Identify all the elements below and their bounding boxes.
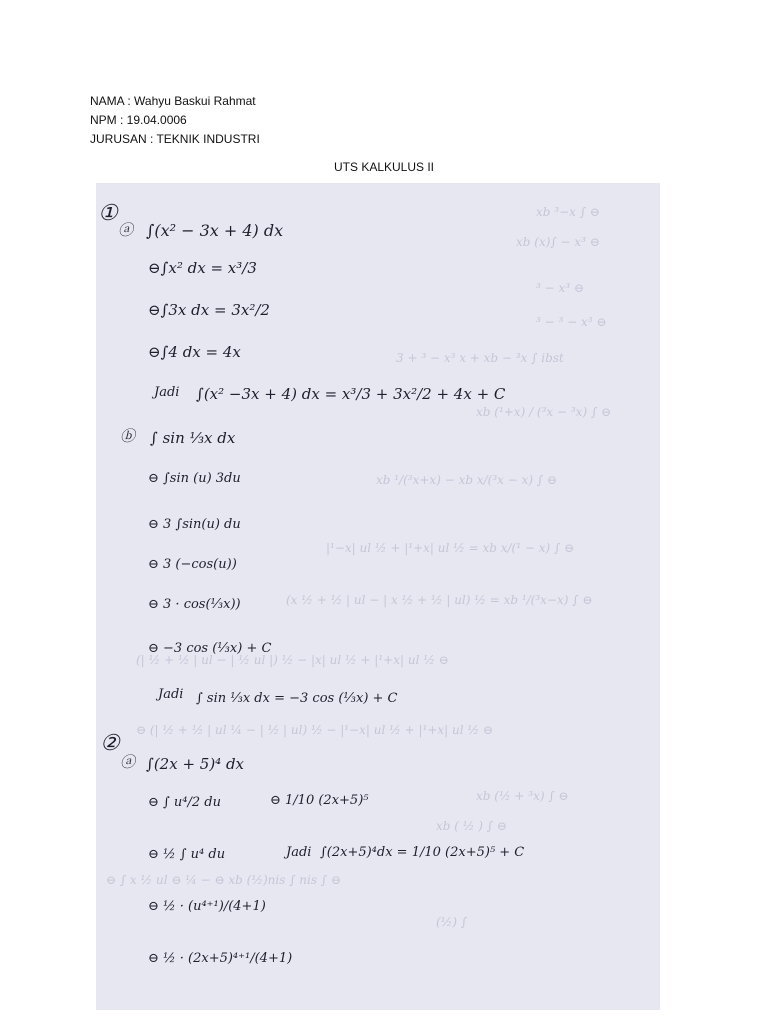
bleed-through-text: xb ³−x ∫ ⊖ [536, 205, 600, 219]
q2a-result-prefix: Jadi [286, 845, 312, 860]
question-2-label: ② [100, 731, 120, 756]
q1b-result: ∫ sin ⅓x dx = −3 cos (⅓x) + C [196, 691, 398, 706]
question-1-label: ① [98, 201, 118, 226]
document-title: UTS KALKULUS II [333, 160, 435, 174]
q2a-step-3: ⊖ ½ ∫ u⁴ du [148, 847, 226, 862]
bleed-through-text: xb ( ½ ) ∫ ⊖ [436, 819, 507, 833]
bleed-through-text: xb (¹+x) / (³x − ³x) ∫ ⊖ [476, 405, 612, 419]
q1b-result-prefix: Jadi [158, 687, 184, 702]
q1b-step-2: ⊖ 3 ∫sin(u) du [148, 517, 241, 532]
q1b-step-4: ⊖ 3 · cos(⅓x)) [148, 597, 241, 612]
q1a-problem: ∫(x² − 3x + 4) dx [146, 221, 284, 240]
q1a-result-prefix: Jadi [154, 385, 180, 400]
bleed-through-text: ⊖ (| ½ + ½ | ul ¼ − | ½ | ul) ½ − |¹−x| ul ½ + |¹+x| ul ½ ⊖ [136, 723, 493, 737]
bleed-through-text: ⊖ ∫ x ½ ul ⊖ ¼ − ⊖ xb (½)nis ∫ nis ∫ ⊖ [106, 873, 341, 887]
bleed-through-text: (| ½ + ½ | ul − | ½ ul |) ½ − |x| ul ½ + |¹+x| ul ½ ⊖ [136, 653, 449, 667]
q1b-step-5: ⊖ −3 cos (⅓x) + C [148, 641, 272, 656]
q1b-step-3: ⊖ 3 (−cos(u)) [148, 557, 237, 572]
student-department: JURUSAN : TEKNIK INDUSTRI [90, 132, 260, 146]
q1b-label: ⓑ [120, 427, 136, 445]
student-name: NAMA : Wahyu Baskui Rahmat [90, 94, 256, 108]
q1a-label: ⓐ [118, 221, 134, 239]
q1b-problem: ∫ sin ⅓x dx [150, 429, 236, 447]
q2a-label: ⓐ [120, 753, 136, 771]
q1a-step-3: ⊖∫4 dx = 4x [148, 343, 241, 361]
q1a-step-2: ⊖∫3x dx = 3x²/2 [148, 301, 270, 319]
q1a-result: ∫(x² −3x + 4) dx = x³/3 + 3x²/2 + 4x + C [196, 385, 506, 403]
bleed-through-text: ³ − x³ ⊖ [536, 281, 584, 295]
bleed-through-text: xb (x)∫ − x³ ⊖ [516, 235, 600, 249]
bleed-through-text: |¹−x| ul ½ + |¹+x| ul ½ = xb x/(¹ − x) ∫ ⊖ [326, 541, 575, 555]
q2a-step-1: ⊖ ∫ u⁴/2 du [148, 795, 221, 810]
bleed-through-text: 3 + ³ − x³ x + xb − ³x ∫ ibst [396, 351, 564, 365]
student-npm: NPM : 19.04.0006 [90, 113, 187, 127]
bleed-through-text: ³ − ³ − x³ ⊖ [536, 315, 607, 329]
q2a-step-4: ⊖ ½ · (u⁴⁺¹)/(4+1) [148, 899, 266, 914]
bleed-through-text: (½) ∫ [436, 915, 468, 929]
q2a-step-2: ⊖ 1/10 (2x+5)⁵ [270, 793, 369, 808]
bleed-through-text: (x ½ + ½ | ul − | x ½ + ½ | ul) ½ = xb ¹/(³x−x) ∫ ⊖ [286, 593, 593, 607]
q2a-problem: ∫(2x + 5)⁴ dx [146, 755, 245, 773]
bleed-through-text: xb ¹/(³x+x) − xb x/(³x − x) ∫ ⊖ [376, 473, 557, 487]
q1a-step-1: ⊖∫x² dx = x³/3 [148, 259, 257, 277]
scanned-answer-sheet [96, 183, 660, 1010]
bleed-through-text: xb (½ + ³x) ∫ ⊖ [476, 789, 569, 803]
q2a-step-5: ⊖ ½ · (2x+5)⁴⁺¹/(4+1) [148, 951, 293, 966]
q2a-result: ∫(2x+5)⁴dx = 1/10 (2x+5)⁵ + C [320, 845, 525, 860]
q1b-step-1: ⊖ ∫sin (u) 3du [148, 471, 241, 486]
